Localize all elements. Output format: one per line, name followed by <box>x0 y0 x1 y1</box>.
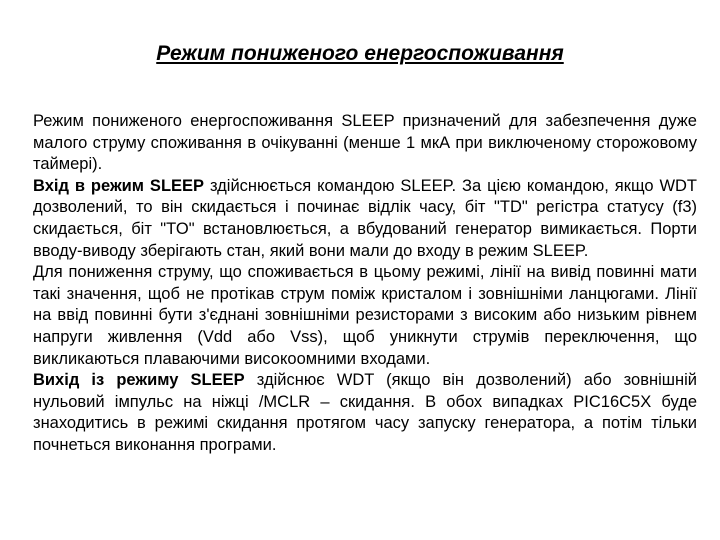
slide-body <box>33 111 697 457</box>
paragraph-lead-entry: Вхід в режим SLEEP <box>33 176 205 195</box>
paragraph-sleep-exit <box>33 370 697 456</box>
paragraph-lead-exit: Вихід із режиму SLEEP <box>33 371 245 390</box>
paragraph-current-reduction <box>33 262 697 370</box>
paragraph-sleep-purpose <box>33 111 697 176</box>
slide-title: Режим пониженого енергоспоживання <box>156 42 564 65</box>
paragraph-sleep-entry <box>33 176 697 262</box>
paragraph-text: Для пониження струму, що споживається в цьому режимі, лінії на вивід повинні мати такі значення, щоб не протікав струм поміж кристалом і зовнішніми ланцюгами. Лінії на ввід повинні бути з'єднані зовнішніми резисторами з високим або низьким рівнем напруги живлення (Vdd або Vss), щоб уникнути струмів переключення, що викликаються плаваючими високоомними входами. <box>33 263 697 368</box>
paragraph-text: здійснюється командою SLEEP. За цією командою, якщо WDT дозволений, то він скидається і починає відлік часу, біт "TD" регістра статусу (f3) скидається, біт "TO" встановлюється, а вбудований генератор вимикається. Порти вводу-виводу зберігають стан, який вони мали до входу в режим SLEEP. <box>33 176 698 260</box>
paragraph-text: здійснює WDT (якщо він дозволений) або зовнішній нульовий імпульс на ніжці /MCLR – скидання. В обох випадках PIC16C5X буде знаходитись в режимі скидання протягом часу запуску генератора, а потім тільки почнеться виконання програми. <box>33 371 697 454</box>
paragraph-text: Режим пониженого енергоспоживання SLEEP призначений для забезпечення дуже малого струму споживання в очікуванні (менше 1 мкА при виключеному сторожовому таймері). <box>33 112 697 174</box>
